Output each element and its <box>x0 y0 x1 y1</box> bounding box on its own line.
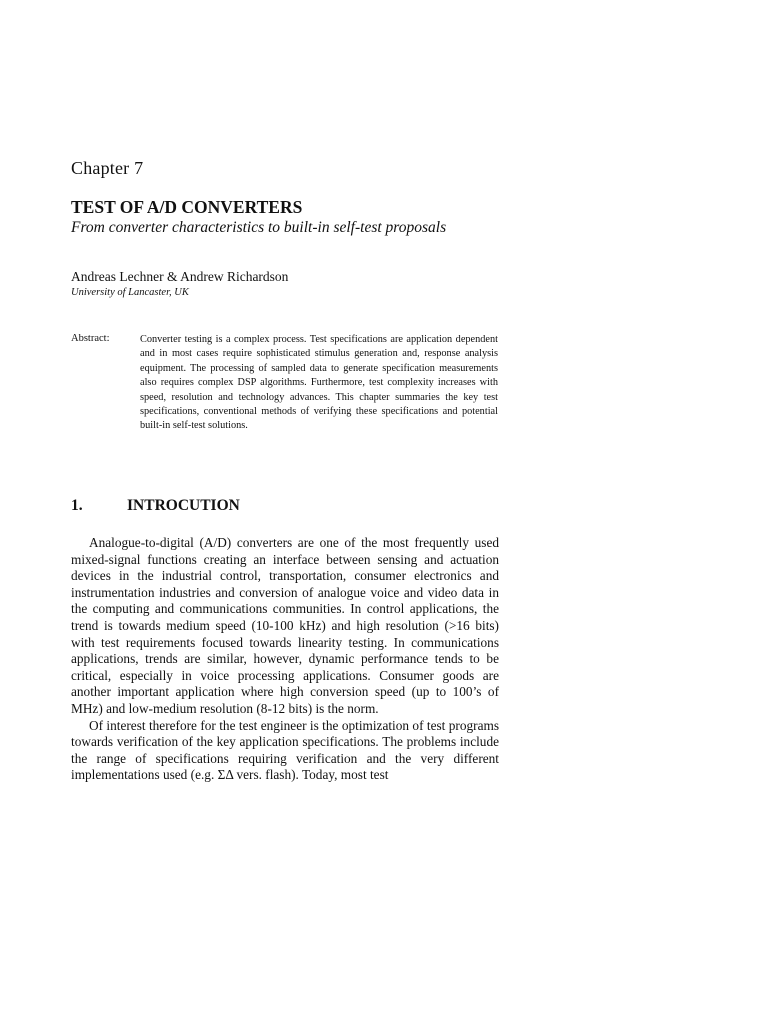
body-paragraph: Analogue-to-digital (A/D) converters are one of the most frequently used mixed-signal functions creating an interface between sensing and actuation devices in the industrial control, transportation, consumer electronics and instrumentation industries and conversion of analogue voice and video data in the computing and communications communities. In control applications, the trend is towards medium speed (10-100 kHz) and high resolution (>16 bits) with test requirements focused towards linearity testing. In communications applications, trends are similar, however, dynamic performance tends to be critical, especially in voice processing applications. Consumer goods are another important application where high conversion speed (up to 100’s of MHz) and low-medium resolution (8-12 bits) is the norm. <box>71 535 499 716</box>
chapter-subtitle: From converter characteristics to built-in self-test proposals <box>71 219 447 236</box>
section-heading <box>71 497 240 515</box>
body-text <box>71 535 499 784</box>
abstract-label: Abstract: <box>71 333 110 344</box>
author-affiliation: University of Lancaster, UK <box>71 287 189 298</box>
section-number: 1. <box>71 497 83 514</box>
chapter-title: TEST OF A/D CONVERTERS <box>71 197 303 217</box>
section-title: INTROCUTION <box>127 497 240 514</box>
chapter-label: Chapter 7 <box>71 158 144 178</box>
author-list: Andreas Lechner & Andrew Richardson <box>71 269 289 284</box>
abstract-text: Converter testing is a complex process. Test specifications are application dependent and in most cases require sophisticated stimulus generation and, response analysis equipment. The processing of sampled data to generate specification measurements also requires complex DSP algorithms. Furthermore, test complexity increases with speed, resolution and technology advances. This chapter summaries the key test specifications, conventional methods of verifying these specifications and potential built-in self-test solutions. <box>140 334 498 432</box>
body-paragraph: Of interest therefore for the test engineer is the optimization of test programs towards verification of the key application specifications. The problems include the range of specifications requiring verification and the very different implementations used (e.g. ΣΔ vers. flash). Today, most test <box>71 717 499 783</box>
